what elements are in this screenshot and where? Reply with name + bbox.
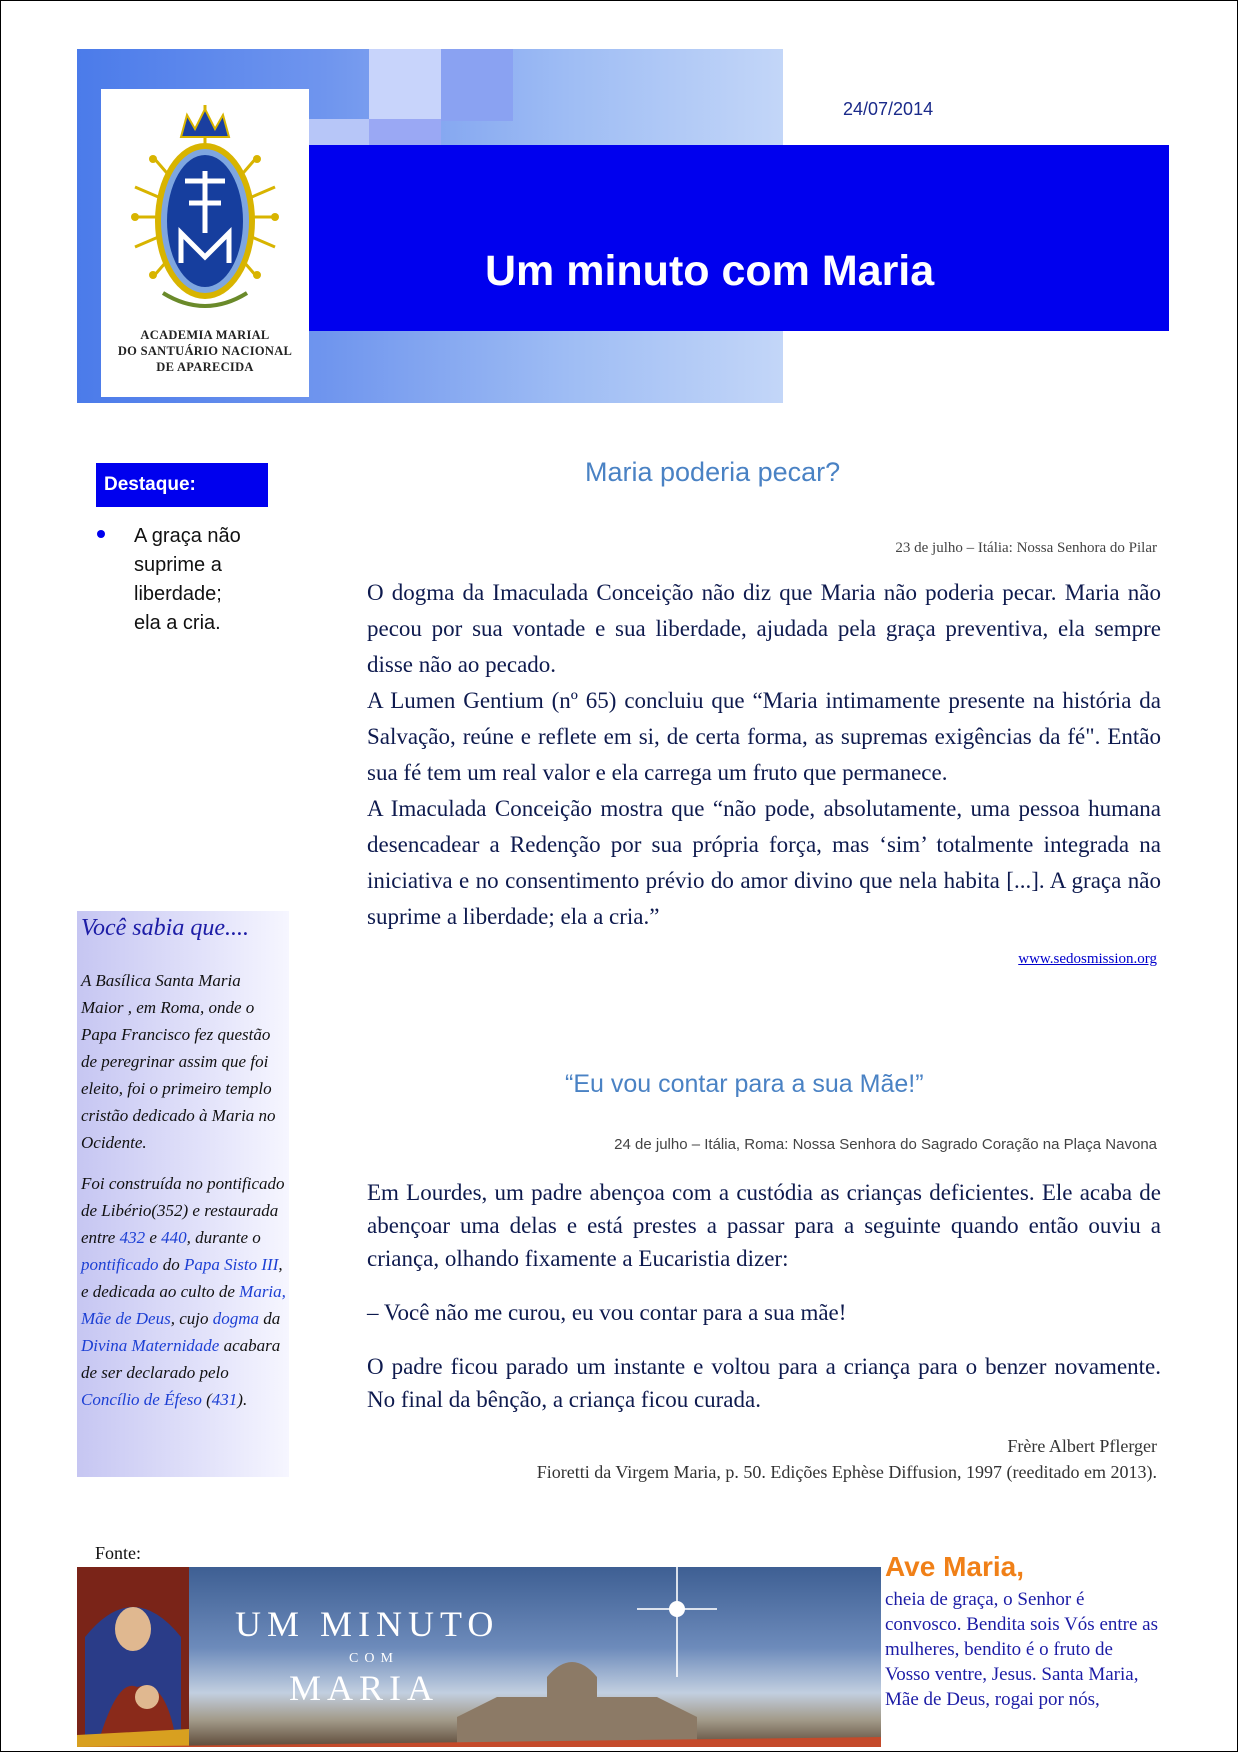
destaque-line: liberdade; xyxy=(134,583,222,605)
header-square xyxy=(369,49,441,121)
year-link[interactable]: 431 xyxy=(211,1390,238,1409)
article2-meta: 24 de julho – Itália, Roma: Nossa Senhora do Sagrado Coração na Plaça Navona xyxy=(614,1136,1157,1153)
destaque-line: suprime a xyxy=(134,554,222,576)
destaque-line: ela a cria. xyxy=(134,612,221,634)
text-span: , durante o xyxy=(186,1228,261,1247)
source-link[interactable]: www.sedosmission.org xyxy=(1018,951,1157,967)
destaque-label: Destaque: xyxy=(96,463,268,507)
papa-sisto-link[interactable]: Papa Sisto III xyxy=(183,1255,279,1274)
academy-logo xyxy=(101,89,309,397)
article1-paragraph: O dogma da Imaculada Conceição não diz que Maria não poderia pecar. Maria não pecou por sua vontade e sua liberdade, ajudada pela graça preventiva, ela sempre disse não ao pecado. xyxy=(367,580,1161,677)
banner-artwork xyxy=(77,1567,881,1747)
ave-maria-title: Ave Maria, xyxy=(885,1551,1025,1582)
maria-mae-de-deus-link[interactable]: Maria, Mãe de Deus xyxy=(81,1282,286,1328)
text-span: , cujo xyxy=(170,1309,213,1328)
title-band xyxy=(309,145,1169,331)
article2-credit xyxy=(357,1433,1157,1485)
did-you-know-title: Você sabia que.... xyxy=(81,915,249,941)
banner-line: MARIA xyxy=(289,1668,440,1708)
academy-name-line: ACADEMIA MARIAL xyxy=(140,328,270,342)
destaque-line: A graça não xyxy=(134,525,241,547)
did-you-know-paragraph: A Basílica Santa Maria Maior , em Roma, onde o Papa Francisco fez questão de peregrinar assim que foi eleito, foi o primeiro templo cristão dedicado à Maria no Ocidente. xyxy=(81,971,276,1152)
destaque-text xyxy=(134,522,284,638)
article1-meta: 23 de julho – Itália: Nossa Senhora do Pilar xyxy=(895,540,1157,556)
article2-body xyxy=(367,1176,1161,1437)
article2-paragraph: – Você não me curou, eu vou contar para a sua mãe! xyxy=(367,1300,847,1325)
article2-paragraph: Em Lourdes, um padre abençoa com a custódia as crianças deficientes. Ele acaba de abençoar uma delas e está prestes a passar para a seguinte quando então ouviu a criança, olhando fixamente a Eucaristia dizer: xyxy=(367,1180,1161,1271)
banner-line: UM MINUTO xyxy=(235,1604,500,1644)
did-you-know-box xyxy=(77,911,289,1477)
text-span: ( xyxy=(201,1390,212,1409)
header-square xyxy=(441,49,513,121)
academy-name xyxy=(101,327,309,375)
academy-name-line: DO SANTUÁRIO NACIONAL xyxy=(117,344,293,358)
article2-author: Frère Albert Pflerger xyxy=(1007,1436,1157,1456)
concilio-link[interactable]: Concílio de Éfeso xyxy=(81,1390,202,1409)
academy-name-line: DE APARECIDA xyxy=(156,360,254,374)
fonte-label: Fonte: xyxy=(95,1543,142,1563)
article1-paragraph: A Lumen Gentium (nº 65) concluiu que “Maria intimamente presente na história da Salvação, reúne e reflete em si, de certa forma, as supremas exigências da fé". Então sua fé tem um real valor e ela carrega um fruto que permanece. xyxy=(367,688,1161,785)
article2-paragraph: O padre ficou parado um instante e voltou para a criança para o benzer novamente. No final da bênção, a criança ficou curada. xyxy=(367,1354,1161,1412)
text-span: do xyxy=(158,1255,184,1274)
marian-seal-icon xyxy=(123,97,287,323)
newsletter-title: Um minuto com Maria xyxy=(485,247,935,295)
um-minuto-banner xyxy=(77,1567,881,1747)
divina-maternidade-link[interactable]: Divina Maternidade xyxy=(81,1336,220,1355)
article1-body xyxy=(367,575,1161,935)
text-span: , e dedicada ao culto de xyxy=(81,1255,283,1301)
did-you-know-text xyxy=(81,967,287,1427)
banner-line: COM xyxy=(349,1651,399,1666)
text-span: ). xyxy=(237,1390,248,1409)
pontificado-link[interactable]: pontificado xyxy=(81,1255,159,1274)
article2-title: “Eu vou contar para a sua Mãe!” xyxy=(565,1070,924,1098)
text-span: acabara de ser declarado pelo xyxy=(81,1336,281,1382)
ave-maria-prayer: cheia de graça, o Senhor é convosco. Bendita sois Vós entre as mulheres, bendito é o fruto de Vosso ventre, Jesus. Santa Maria, Mãe de Deus, rogai por nós, xyxy=(885,1589,1158,1710)
year-link[interactable]: 432 xyxy=(119,1228,146,1247)
bullet-icon xyxy=(97,530,105,538)
year-link[interactable]: 440 xyxy=(161,1228,187,1247)
text-span: e xyxy=(145,1228,162,1247)
text-span: da xyxy=(259,1309,281,1328)
dogma-link[interactable]: dogma xyxy=(212,1309,260,1328)
text-span: Foi construída no pontificado de Libério(352) e restaurada entre xyxy=(81,1174,285,1247)
article1-title: Maria poderia pecar? xyxy=(585,457,841,487)
article2-source: Fioretti da Virgem Maria, p. 50. Edições Ephèse Diffusion, 1997 (reeditado em 2013). xyxy=(536,1462,1157,1482)
article1-paragraph: A Imaculada Conceição mostra que “não pode, absolutamente, uma pessoa humana desencadear a Redenção por sua própria força, mas ‘sim’ totalmente integrada na iniciativa e no consentimento prévio do amor divino que nela habita [...]. A graça não suprime a liberdade; ela a cria.” xyxy=(367,796,1161,929)
issue-date: 24/07/2014 xyxy=(843,99,934,119)
did-you-know-paragraph xyxy=(81,1170,287,1413)
